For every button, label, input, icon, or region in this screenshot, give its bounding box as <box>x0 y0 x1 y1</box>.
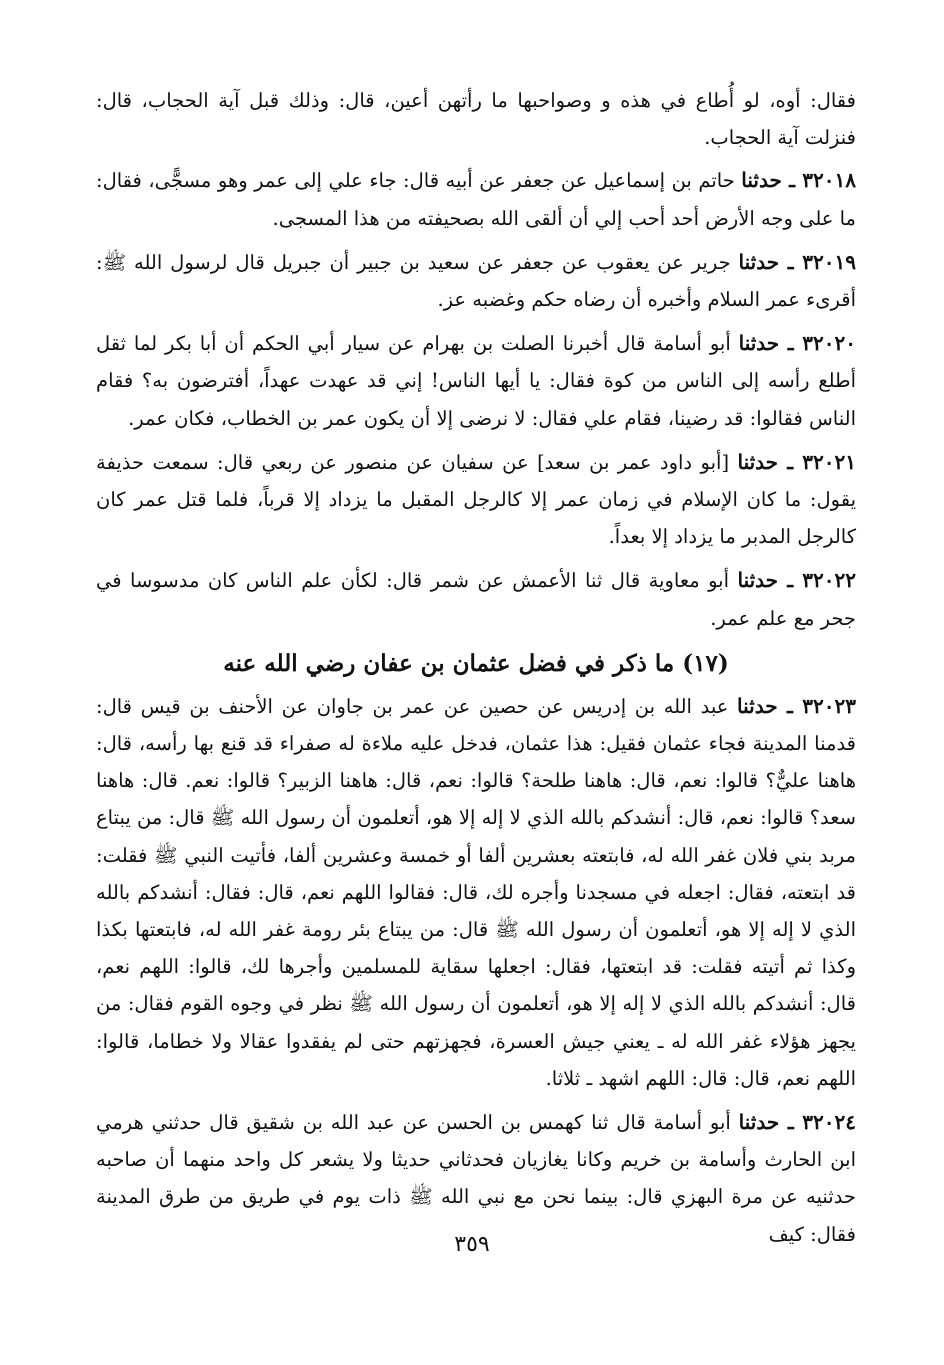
hadith-text: حاتم بن إسماعيل عن جعفر عن أبيه قال: جاء علي إلى عمر وهو مسجًّى، فقال: ما على وجه الأرض أحد أحب إلي أن ألقى الله بصحيفته من هذا المسجى. <box>96 169 856 230</box>
hadith-text: [أبو داود عمر بن سعد] عن سفيان عن منصور عن ربعي قال: سمعت حذيفة يقول: ما كان الإسلام في زمان عمر إلا كالرجل المقبل ما يزداد إلا قرباً، فلما قتل عمر كان كالرجل المدبر ما يزداد إلا بعداً. <box>96 450 856 549</box>
hadith-number: ٣٢٠٢٣ ـ حدثنا <box>737 693 856 718</box>
page-number: ٣٥٩ <box>454 1232 490 1257</box>
hadith-32023 <box>96 688 856 1097</box>
hadith-number: ٣٢٠٢٠ ـ حدثنا <box>738 331 856 356</box>
hadith-text: أبو أسامة قال أخبرنا الصلت بن بهرام عن سيار أبي الحكم أن أبا بكر لما ثقل أطلع رأسه إلى الناس من كوة فقال: يا أيها الناس! إني قد عهدت عهداً، أفترضون به؟ فقام الناس فقالوا: قد رضينا، فقام علي فقال: لا نرضى إلا أن يكون عمر بن الخطاب، فكان عمر. <box>96 332 856 430</box>
hadith-text: عبد الله بن إدريس عن حصين عن عمر بن جاوان عن الأحنف بن قيس قال: قدمنا المدينة فجاء عثمان فقيل: هذا عثمان، فدخل عليه ملاءة له صفراء قد قنع بها رأسه، قال: هاهنا عليٌّ؟ قالوا: نعم، قال: هاهنا طلحة؟ قالوا: نعم، قال: هاهنا الزبير؟ قالوا: نعم. قال: هاهنا سعد؟ قالوا: نعم، قال: أنشدكم بالله الذي لا إله إلا هو، أتعلمون أن رسول الله ﷺ قال: من يبتاع مربد بني فلان غفر الله له، فابتعته بعشرين ألفا أو خمسة وعشرين ألفا، فأتيت النبي ﷺ فقلت: قد ابتعته، فقال: اجعله في مسجدنا وأجره لك، قال: فقالوا اللهم نعم، قال: فقال: أنشدكم بالله الذي لا إله إلا هو، أتعلمون أن رسول الله ﷺ قال: من يبتاع بئر رومة غفر الله له، فابتعتها بكذا وكذا ثم أتيته فقلت: قد ابتعتها، فقال: اجعلها سقاية للمسلمين وأجرها لك، قالوا: اللهم نعم، قال: أنشدكم بالله الذي لا إله إلا هو، أتعلمون أن رسول الله ﷺ نظر في وجوه القوم فقال: من يجهز هؤلاء غفر الله له ـ يعني جيش العسرة، فجهزتهم حتى لم يفقدوا عقالا ولا خطاما، قالوا: اللهم نعم، قال: قال: اللهم اشهد ـ ثلاثا. <box>96 694 856 1090</box>
hadith-32021 <box>96 444 856 556</box>
hadith-number: ٣٢٠٢١ ـ حدثنا <box>737 449 857 474</box>
hadith-32024 <box>96 1104 856 1253</box>
hadith-number: ٣٢٠١٩ ـ حدثنا <box>738 249 857 274</box>
hadith-32022 <box>96 562 856 636</box>
paragraph-intro <box>96 82 856 156</box>
hadith-32019 <box>96 244 856 318</box>
hadith-number: ٣٢٠٢٢ ـ حدثنا <box>737 568 857 593</box>
hadith-32020 <box>96 325 856 437</box>
chapter-heading: (١٧) ما ذكر في فضل عثمان بن عفان رضي الله عنه <box>223 649 729 677</box>
hadith-text: أبو معاوية قال ثنا الأعمش عن شمر قال: لكأن علم الناس كان مدسوسا في جحر مع علم عمر. <box>96 569 856 630</box>
page-body <box>96 82 856 1260</box>
hadith-text: جرير عن يعقوب عن جعفر عن سعيد بن جبير أن جبريل قال لرسول الله ﷺ: أقرىء عمر السلام وأخبره أن رضاه حكم وغضبه عز. <box>96 250 856 312</box>
hadith-text: أبو أسامة قال ثنا كهمس بن الحسن عن عبد الله بن شقيق قال حدثني هرمي ابن الحارث وأسامة بن خريم وكانا يغازيان فحدثاني حديثا ولا يشعر كل واحد منهما أن صاحبه حدثنيه عن مرة البهزي قال: بينما نحن مع نبي الله ﷺ ذات يوم في طريق من طرق المدينة فقال: كيف <box>96 1111 856 1246</box>
hadith-number: ٣٢٠٢٤ ـ حدثنا <box>738 1110 856 1135</box>
paragraph-text: فقال: أوه، لو أُطاع في هذه و وصواحبها ما رأتهن أعين، قال: وذلك قبل آية الحجاب، قال: فنزلت آية الحجاب. <box>96 89 856 150</box>
hadith-number: ٣٢٠١٨ ـ حدثنا <box>741 168 856 193</box>
hadith-32018 <box>96 162 856 236</box>
